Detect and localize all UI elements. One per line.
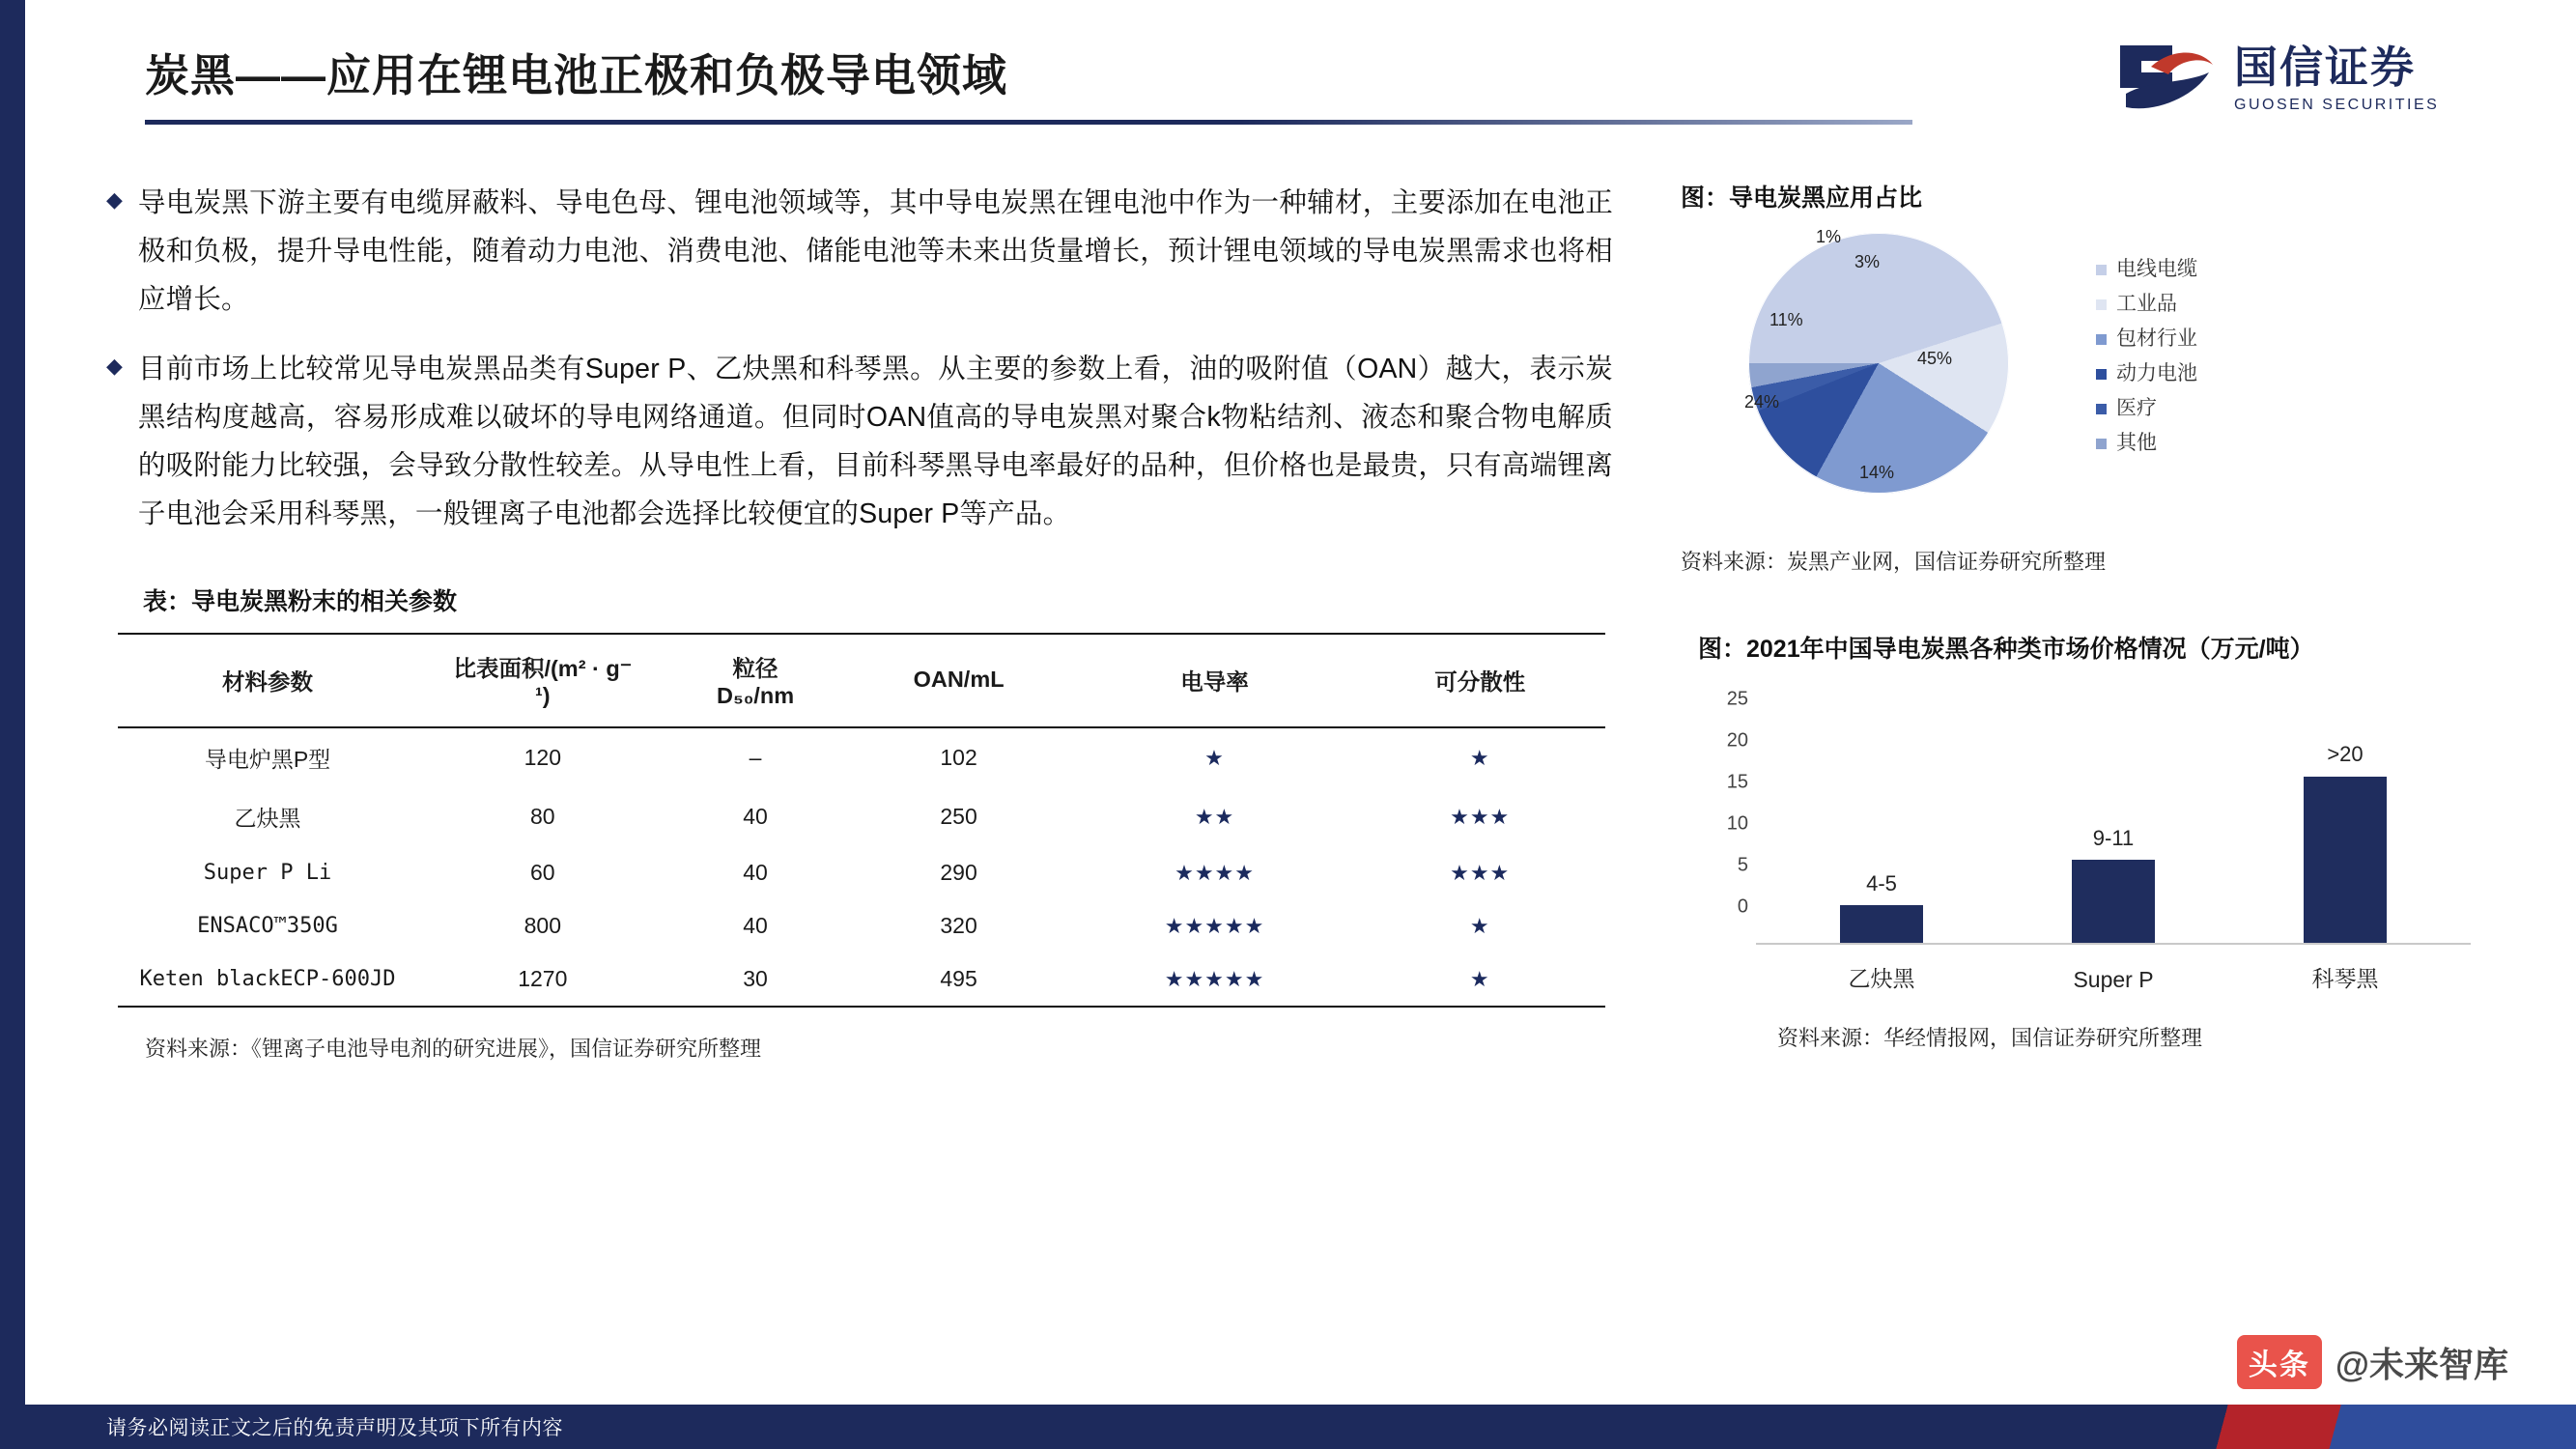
bar-科琴黑	[2304, 777, 2387, 943]
watermark-text: @未来智库	[2335, 1344, 2508, 1384]
table-header-cell: 可分散性	[1434, 668, 1526, 695]
y-tick-25: 25	[1726, 688, 1748, 710]
page-title: 炭黑——应用在锂电池正极和负极导电领域	[145, 50, 1007, 100]
legend-item	[2096, 252, 2197, 287]
table-header-cell	[668, 634, 843, 727]
table-header-line: ¹)	[534, 683, 551, 708]
pie-chart-caption: 图：导电炭黑应用占比	[1681, 185, 1923, 212]
bar-value-label: 4-5	[1866, 871, 1897, 895]
table-cell-dispersibility: ★★★	[1450, 860, 1511, 885]
table-cell-size: –	[749, 745, 762, 770]
table-cell-area: 1270	[518, 966, 568, 991]
pie-legend	[2096, 252, 2197, 461]
bar-chart-axis	[1756, 943, 2471, 945]
table-cell-oan: 102	[940, 745, 977, 770]
table-cell-name: 导电炉黑P型	[204, 747, 331, 772]
y-tick-15: 15	[1726, 771, 1748, 793]
table-header-row	[118, 634, 1605, 727]
table-cell-size: 40	[743, 913, 768, 938]
legend-label: 电线电缆	[2116, 258, 2197, 280]
table-header-cell: 电导率	[1180, 668, 1249, 695]
legend-label: 动力电池	[2116, 362, 2197, 384]
table-cell-dispersibility: ★	[1469, 966, 1490, 991]
bar-value-label: 9-11	[2092, 826, 2135, 850]
pie-label-医疗: 3%	[1854, 252, 1881, 271]
table-cell-conductivity: ★★	[1194, 804, 1235, 829]
table-cell-size: 40	[743, 860, 768, 885]
table-cell-size: 30	[743, 966, 768, 991]
table-source: 资料来源：《锂离子电池导电剂的研究进展》，国信证券研究所整理	[145, 1037, 762, 1061]
table-cell-area: 80	[530, 804, 555, 829]
table-cell-size: 40	[743, 804, 768, 829]
logo-text	[2234, 45, 2439, 113]
pie-label-其他: 1%	[1816, 227, 1842, 246]
table-row	[118, 787, 1605, 846]
bar-super-p	[2072, 860, 2155, 943]
bullet-item	[106, 179, 1613, 324]
table-caption: 表：导电炭黑粉末的相关参数	[143, 588, 458, 615]
legend-label: 工业品	[2116, 293, 2177, 315]
legend-label: 医疗	[2116, 397, 2157, 419]
table-cell-conductivity: ★★★★★	[1164, 913, 1265, 938]
legend-swatch-icon	[2096, 369, 2107, 380]
logo-name-cn: 国信证券	[2234, 43, 2417, 92]
legend-item	[2096, 391, 2197, 426]
table-header-cell: OAN/mL	[913, 667, 1005, 692]
header-divider	[145, 120, 1912, 125]
legend-label: 包材行业	[2116, 327, 2197, 350]
y-tick-5: 5	[1737, 854, 1748, 876]
slide-header	[145, 41, 2125, 125]
table-row	[118, 952, 1605, 1007]
right-column	[1681, 179, 2511, 1052]
y-tick-10: 10	[1726, 812, 1748, 835]
bullet-text: 目前市场上比较常见导电炭黑品类有Super P、乙炔黑和科琴黑。从主要的参数上看，油的吸附值（OAN）越大，表示炭黑结构度越高，容易形成难以破坏的导电网络通道。但同时OAN值高的导电炭黑对聚合k物粘结剂、液态和聚合物电解质的吸附能力比较强，会导致分散性较差。从导电性上看，目前科琴黑导电率最好的品种，但价格也是最贵，只有高端锂离子电池会采用科琴黑，一般锂离子电池都会选择比较便宜的Super P等产品。	[137, 354, 1613, 529]
table-cell-area: 800	[524, 913, 561, 938]
table-row	[118, 899, 1605, 952]
table-cell-dispersibility: ★	[1469, 913, 1490, 938]
diamond-bullet-icon: ◆	[106, 187, 123, 212]
pie-label-动力电池: 11%	[1769, 310, 1803, 329]
legend-swatch-icon	[2096, 439, 2107, 449]
watermark-logo: 头条	[2237, 1335, 2322, 1389]
legend-swatch-icon	[2096, 334, 2107, 345]
watermark	[2237, 1335, 2508, 1389]
bar-chart-caption: 图：2021年中国导电炭黑各种类市场价格情况（万元/吨）	[1698, 636, 2314, 663]
legend-item	[2096, 287, 2197, 322]
legend-item	[2096, 322, 2197, 356]
table-header-line: D₅₀/nm	[716, 683, 795, 708]
y-tick-20: 20	[1726, 729, 1748, 752]
table-cell-conductivity: ★★★★★	[1164, 966, 1265, 991]
table-cell-area: 60	[530, 860, 555, 885]
bar-chart-source: 资料来源：华经情报网，国信证券研究所整理	[1777, 1026, 2203, 1050]
table-cell-name: 乙炔黑	[234, 806, 301, 831]
left-accent-bar-inner	[25, 0, 33, 1449]
pie-label-电线电缆: 45%	[1917, 349, 1953, 368]
pie-label-工业品: 14%	[1859, 463, 1895, 482]
table-cell-conductivity: ★	[1204, 745, 1225, 770]
x-label-乙炔黑: 乙炔黑	[1848, 966, 1915, 991]
bullet-text: 导电炭黑下游主要有电缆屏蔽料、导电色母、锂电池领域等，其中导电炭黑在锂电池中作为一种辅材，主要添加在电池正极和负极，提升导电性能，随着动力电池、消费电池、储能电池等未来出货量增长，预计锂电领域的导电炭黑需求也将相应增长。	[137, 187, 1613, 315]
logo-name-en: GUOSEN SECURITIES	[2234, 97, 2440, 113]
table-cell-oan: 320	[940, 913, 977, 938]
table-cell-area: 120	[524, 745, 561, 770]
bullet-item	[106, 345, 1613, 538]
legend-swatch-icon	[2096, 265, 2107, 275]
parameters-table	[118, 633, 1605, 1008]
table-cell-conductivity: ★★★★	[1175, 860, 1255, 885]
table-header-cell: 材料参数	[222, 668, 313, 695]
footer-decoration	[2074, 1405, 2576, 1449]
legend-item	[2096, 426, 2197, 461]
y-tick-0: 0	[1737, 895, 1748, 918]
table-cell-oan: 250	[940, 804, 977, 829]
x-label-super-p: Super P	[2073, 967, 2154, 992]
bar-乙炔黑	[1840, 905, 1923, 943]
legend-swatch-icon	[2096, 404, 2107, 414]
logo-mark-icon	[2112, 38, 2219, 121]
table-header-line: 比表面积/(m² · g⁻	[453, 656, 633, 681]
legend-label: 其他	[2116, 432, 2157, 454]
table-header-cell	[417, 634, 668, 727]
table-cell-oan: 495	[940, 966, 977, 991]
pie-chart	[1681, 223, 2511, 513]
legend-swatch-icon	[2096, 299, 2107, 310]
table-cell-name: Keten blackECP-600JD	[139, 967, 396, 991]
table-row	[118, 846, 1605, 899]
x-label-科琴黑: 科琴黑	[2311, 966, 2379, 991]
table-header-line: 粒径	[732, 656, 778, 681]
pie-chart-source: 资料来源：炭黑产业网，国信证券研究所整理	[1681, 550, 2107, 574]
table-cell-oan: 290	[940, 860, 977, 885]
table-row	[118, 727, 1605, 787]
company-logo	[2112, 27, 2518, 131]
bar-value-label: >20	[2327, 742, 2364, 766]
bar-chart	[1681, 682, 2482, 1001]
table-cell-name: ENSACO™350G	[197, 914, 338, 938]
legend-item	[2096, 356, 2197, 391]
footer-disclaimer: 请务必阅读正文之后的免责声明及其项下所有内容	[106, 1417, 563, 1439]
table-cell-dispersibility: ★★★	[1450, 804, 1511, 829]
pie-label-包材行业: 24%	[1744, 392, 1780, 412]
left-column	[106, 179, 1613, 1063]
left-accent-bar	[0, 0, 25, 1449]
table-cell-dispersibility: ★	[1469, 745, 1490, 770]
table-cell-name: Super P Li	[203, 861, 332, 885]
diamond-bullet-icon: ◆	[106, 354, 123, 378]
